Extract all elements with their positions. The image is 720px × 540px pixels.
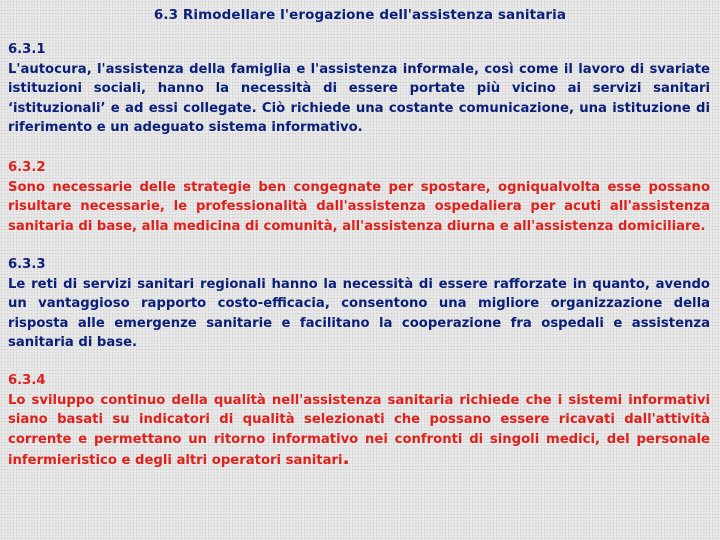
section-text: Le reti di servizi sanitari regionali hanno la necessità di essere rafforzate in quanto, avendo un vantaggioso rapporto costo-efficacia, consentono una migliore organizzazione della risposta alle emergenze sanitarie e facilitano la cooperazione fra ospedali e assistenza sanitaria di base. <box>8 276 710 351</box>
section-6-3-4 <box>8 371 710 471</box>
section-number: 6.3.1 <box>8 42 46 57</box>
page-title: 6.3 Rimodellare l'erogazione dell'assistenza sanitaria <box>153 7 567 23</box>
section-text: Lo sviluppo continuo della qualità nell'assistenza sanitaria richiede che i sistemi informativi siano basati su indicatori di qualità selezionati che possano essere ricavati dall'attività corrente e permettano un ritorno informativo nei confronti di singoli medici, del personale infermieristico e degli altri operatori sanitari <box>8 392 710 469</box>
section-6-3-2 <box>8 158 710 236</box>
section-number: 6.3.3 <box>8 257 46 272</box>
section-6-3-1 <box>8 40 710 138</box>
section-number: 6.3.4 <box>8 373 46 388</box>
end-mark: . <box>342 447 350 470</box>
section-text-wrapper <box>8 391 710 471</box>
section-text: L'autocura, l'assistenza della famiglia e l'assistenza informale, così come il lavoro di svariate istituzioni sociali, hanno la necessità di essere portate più vicino ai servizi sanitari ‘istituzionali’ e ad essi collegate. Ciò richiede una costante comunicazione, una istituzione di riferimento e un adeguato sistema informativo. <box>8 61 710 136</box>
section-6-3-3 <box>8 255 710 353</box>
section-text: Sono necessarie delle strategie ben congegnate per spostare, ogniqualvolta esse possano risultare necessarie, le professionalità dall'assistenza ospedaliera per acuti all'assistenza sanitaria di base, alla medicina di comunità, all'assistenza diurna e all'assistenza domiciliare. <box>8 179 710 234</box>
section-number: 6.3.2 <box>8 160 46 175</box>
